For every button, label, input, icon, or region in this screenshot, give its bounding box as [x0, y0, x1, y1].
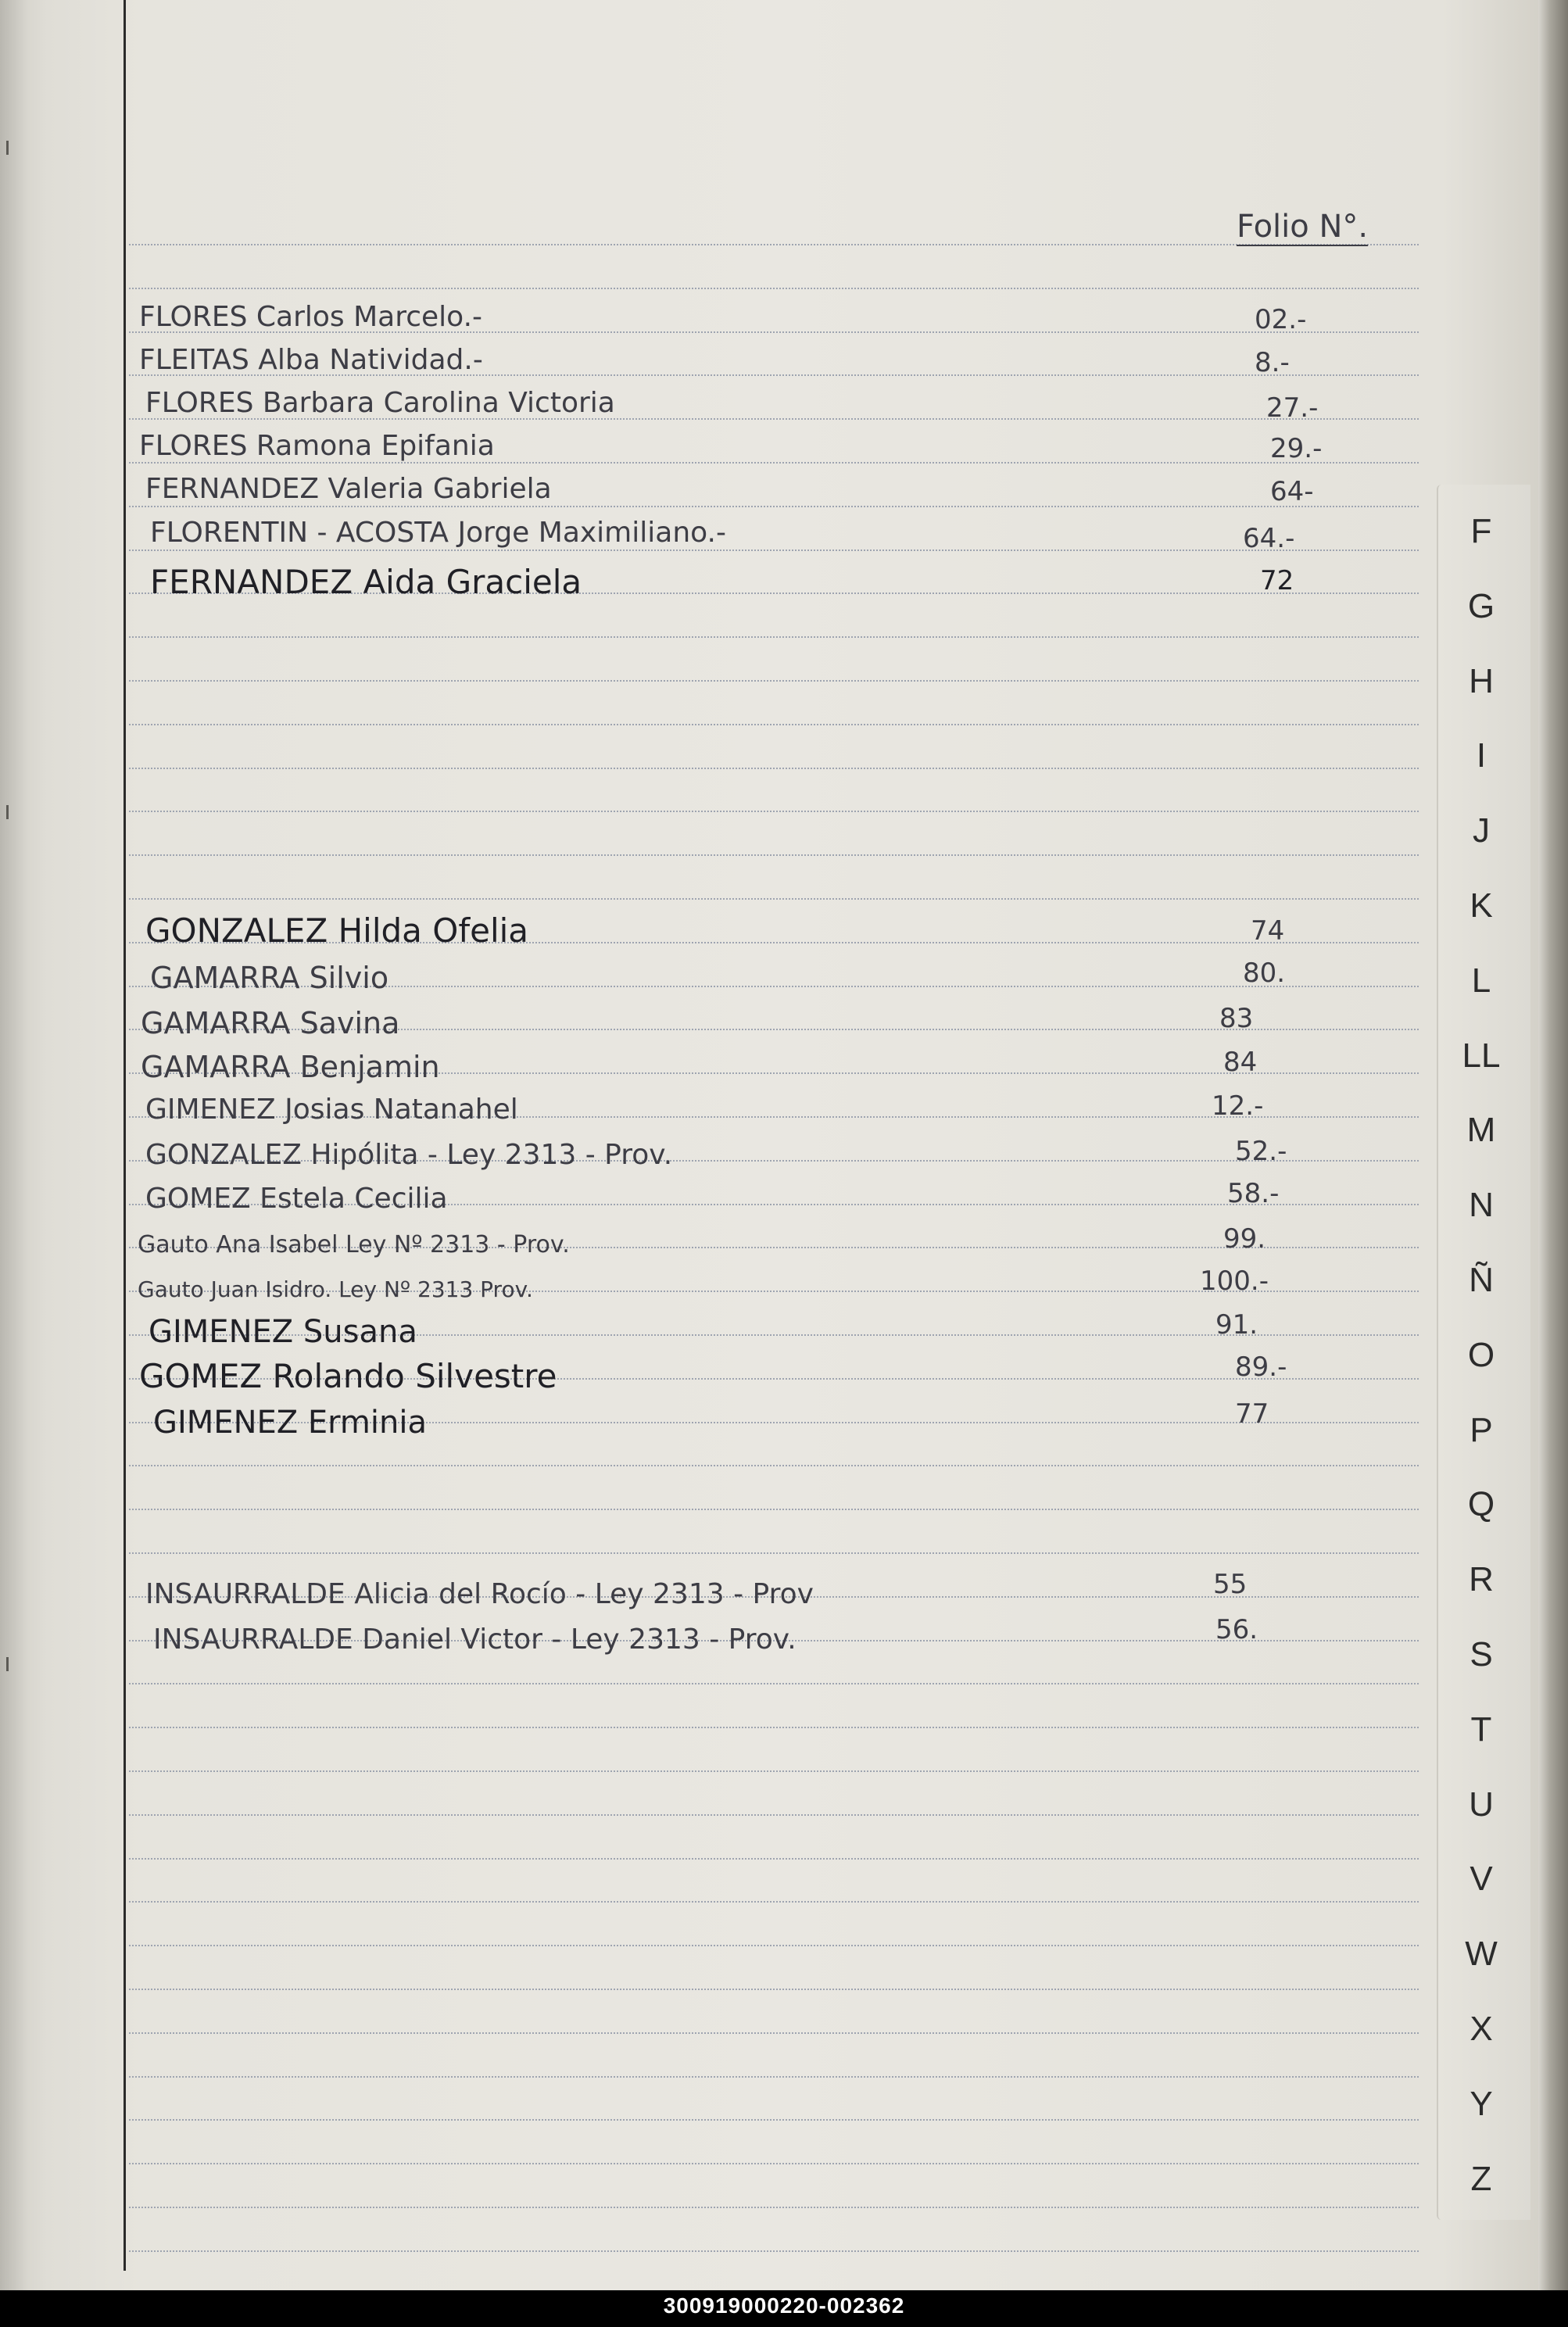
entry-name: INSAURRALDE Alicia del Rocío - Ley 2313 - Prov [145, 1578, 814, 1610]
entry-folio: 02.- [1255, 304, 1307, 335]
index-tab[interactable]: O [1467, 1335, 1495, 1374]
ruled-line [129, 811, 1419, 812]
ruled-line [129, 244, 1419, 245]
index-tab[interactable]: K [1470, 886, 1493, 925]
index-tab[interactable]: G [1467, 586, 1495, 625]
index-tab[interactable]: S [1470, 1635, 1493, 1674]
ruled-line [129, 768, 1419, 769]
ruled-line [129, 462, 1419, 464]
entry-name: GONZALEZ Hipólita - Ley 2313 - Prov. [145, 1139, 673, 1171]
entry-name: INSAURRALDE Daniel Victor - Ley 2313 - Prov. [153, 1624, 797, 1656]
entry-folio: 77 [1235, 1398, 1269, 1430]
entry-folio: 80. [1243, 958, 1286, 989]
entry-folio: 58.- [1227, 1178, 1280, 1209]
entry-name: FLORES Barbara Carolina Victoria [145, 387, 615, 419]
ruled-line [129, 1814, 1419, 1816]
document-id: 300919000220-002362 [663, 2293, 905, 2318]
ruled-line [129, 1683, 1419, 1684]
index-tab[interactable]: LL [1462, 1036, 1501, 1075]
entry-name: FLEITAS Alba Natividad.- [139, 344, 483, 376]
ruled-line [129, 1989, 1419, 1990]
index-tab[interactable]: W [1465, 1935, 1498, 1974]
entry-name: Gauto Ana Isabel Ley Nº 2313 - Prov. [138, 1231, 570, 1258]
ruled-line [129, 2250, 1419, 2252]
index-tab[interactable]: F [1470, 512, 1492, 550]
index-tab[interactable]: J [1473, 811, 1490, 850]
index-tab[interactable]: L [1471, 961, 1491, 1000]
index-tab[interactable]: Z [1470, 2159, 1492, 2198]
ruled-line [129, 2076, 1419, 2078]
entry-folio: 56. [1215, 1614, 1258, 1645]
entry-name: FLORENTIN - ACOSTA Jorge Maximiliano.- [150, 517, 726, 549]
entry-name: Gauto Juan Isidro. Ley Nº 2313 Prov. [138, 1276, 533, 1302]
binding-stitch [6, 141, 16, 155]
entry-name: GIMENEZ Erminia [153, 1405, 427, 1441]
entry-name: GAMARRA Benjamin [141, 1050, 440, 1084]
index-tab[interactable]: N [1469, 1186, 1494, 1225]
margin-line [124, 0, 126, 2271]
ruled-line [129, 288, 1419, 289]
folio-column-header: Folio N°. [1237, 209, 1369, 245]
ruled-line [129, 1509, 1419, 1510]
ruled-line [129, 724, 1419, 725]
entry-name: FLORES Carlos Marcelo.- [139, 301, 482, 333]
ruled-line [129, 898, 1419, 900]
entry-folio: 72 [1260, 565, 1294, 596]
ruled-line [129, 506, 1419, 507]
index-tab[interactable]: P [1470, 1410, 1493, 1449]
entry-folio: 83 [1219, 1003, 1254, 1034]
entry-folio: 64.- [1243, 523, 1295, 554]
entry-name: GOMEZ Estela Cecilia [145, 1183, 448, 1215]
binding-stitch [6, 805, 16, 819]
entry-folio: 12.- [1212, 1090, 1264, 1122]
ruled-line [129, 1770, 1419, 1772]
entry-name: GIMENEZ Susana [149, 1314, 417, 1350]
index-tab[interactable]: H [1469, 661, 1494, 700]
ruled-line [129, 2163, 1419, 2164]
ruled-line [129, 2119, 1419, 2121]
ruled-line [129, 1465, 1419, 1466]
entry-name: GAMARRA Silvio [150, 961, 389, 995]
ruled-line [129, 1727, 1419, 1728]
index-tab[interactable]: R [1469, 1560, 1494, 1599]
index-tab[interactable]: I [1476, 736, 1487, 775]
index-tab[interactable]: Y [1470, 2084, 1493, 2123]
index-tab[interactable]: M [1466, 1111, 1496, 1150]
index-tab[interactable]: T [1470, 1709, 1492, 1749]
entry-folio: 91. [1215, 1309, 1258, 1341]
entry-folio: 64- [1270, 476, 1314, 507]
binding-stitch [6, 1657, 16, 1671]
index-tab[interactable]: Q [1467, 1485, 1495, 1524]
ruled-line [129, 1901, 1419, 1903]
ruled-line [129, 550, 1419, 551]
entry-folio: 29.- [1270, 433, 1323, 464]
ruled-line [129, 2032, 1419, 2034]
index-tab[interactable]: V [1470, 1860, 1493, 1899]
entry-name: FLORES Ramona Epifania [139, 430, 495, 462]
entry-name: FERNANDEZ Aida Graciela [150, 563, 582, 601]
entry-folio: 100.- [1200, 1266, 1269, 1297]
entry-folio: 52.- [1235, 1136, 1287, 1167]
page-edge [1538, 0, 1568, 2290]
ruled-line [129, 1945, 1419, 1946]
entry-folio: 84 [1223, 1047, 1258, 1078]
entry-folio: 8.- [1255, 347, 1290, 378]
ruled-line [129, 854, 1419, 856]
ruled-line [129, 1552, 1419, 1554]
entry-folio: 55 [1213, 1569, 1248, 1600]
entry-name: GAMARRA Savina [141, 1006, 400, 1040]
entry-folio: 27.- [1266, 392, 1319, 424]
ruled-line [129, 2207, 1419, 2208]
entry-folio: 99. [1223, 1223, 1266, 1255]
entry-folio: 74 [1251, 915, 1285, 947]
index-tab[interactable]: X [1470, 2010, 1493, 2048]
entry-name: FERNANDEZ Valeria Gabriela [145, 473, 552, 505]
index-tab[interactable]: U [1469, 1785, 1494, 1824]
ruled-line [129, 680, 1419, 682]
entry-name: GIMENEZ Josias Natanahel [145, 1094, 518, 1126]
entry-name: GOMEZ Rolando Silvestre [139, 1357, 557, 1395]
entry-folio: 89.- [1235, 1351, 1287, 1383]
entry-name: GONZALEZ Hilda Ofelia [145, 911, 529, 950]
ruled-line [129, 636, 1419, 638]
ruled-line [129, 1858, 1419, 1860]
binding-strip [0, 0, 27, 2290]
index-tab[interactable]: Ñ [1469, 1261, 1494, 1299]
